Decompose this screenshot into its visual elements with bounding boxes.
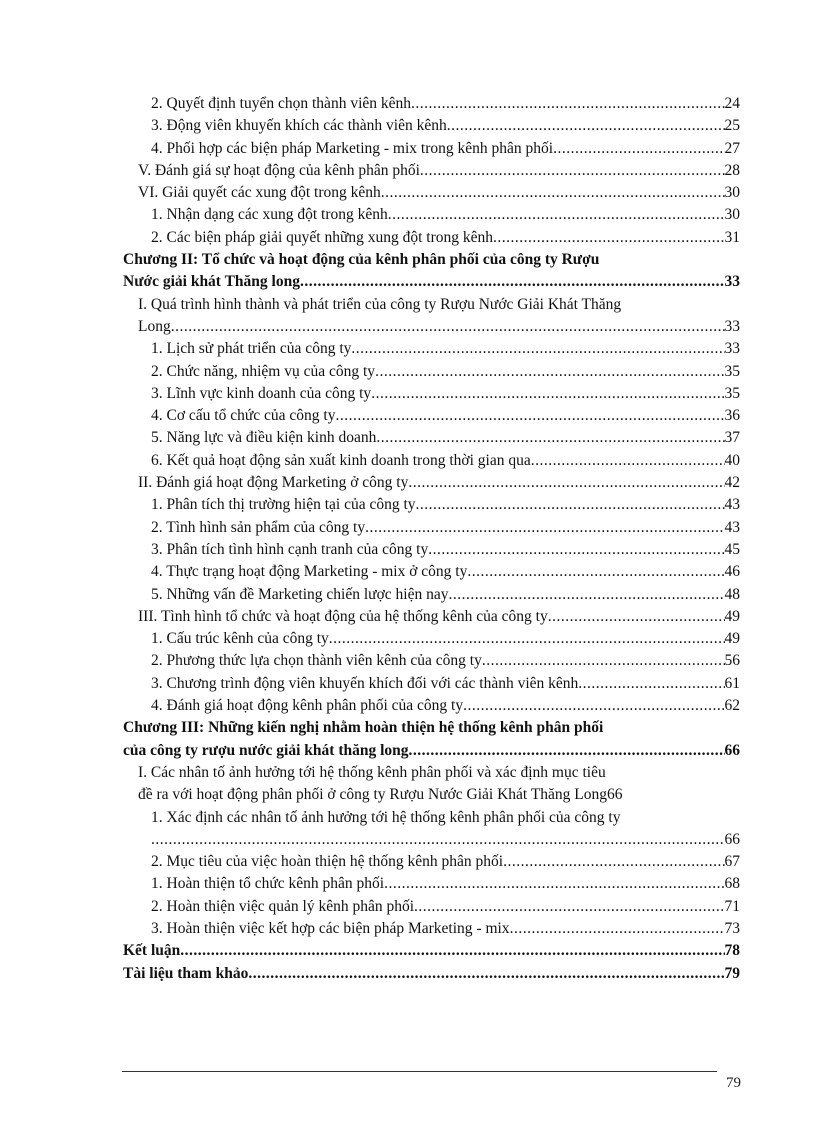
toc-page-number: 27 <box>724 139 740 157</box>
table-of-contents <box>123 93 740 985</box>
toc-entry[interactable] <box>123 561 740 583</box>
toc-page-number: 71 <box>724 897 740 915</box>
toc-leader-dots <box>503 851 724 873</box>
toc-leader-dots <box>414 896 724 918</box>
toc-entry[interactable] <box>123 182 740 204</box>
toc-page-number: 43 <box>724 518 740 536</box>
toc-page-number: 73 <box>724 919 740 937</box>
toc-page-number: 33 <box>724 317 740 335</box>
toc-page-number: 66 <box>724 830 740 848</box>
toc-leader-dots <box>248 963 724 985</box>
toc-leader-dots <box>448 584 724 606</box>
toc-entry[interactable] <box>123 695 740 717</box>
toc-page-number: 62 <box>724 697 740 715</box>
toc-entry[interactable] <box>123 271 740 293</box>
toc-leader-dots <box>411 93 724 115</box>
toc-entry-title: 4. Thực trạng hoạt động Marketing - mix ở công ty <box>151 563 468 581</box>
toc-leader-dots <box>371 383 724 405</box>
toc-page-number: 42 <box>724 474 740 492</box>
footer-rule <box>122 1071 717 1072</box>
toc-entry-title: VI. Giải quyết các xung đột trong kênh <box>138 184 381 202</box>
toc-page-number: 33 <box>724 273 740 291</box>
toc-entry-title: Tài liệu tham khảo <box>123 964 249 982</box>
toc-leader-dots <box>416 494 725 516</box>
toc-entry[interactable] <box>123 494 740 516</box>
toc-entry-title: 3. Động viên khuyến khích các thành viên kênh <box>151 117 447 135</box>
toc-entry[interactable] <box>123 361 740 383</box>
toc-entry[interactable] <box>123 517 740 539</box>
toc-entry-title: 2. Các biện pháp giải quyết những xung đột trong kênh <box>151 228 494 246</box>
toc-entry-line <box>123 717 740 739</box>
toc-entry[interactable] <box>123 650 740 672</box>
toc-entry[interactable] <box>123 227 740 249</box>
toc-page-number: 49 <box>724 607 740 625</box>
toc-entry[interactable] <box>123 740 740 762</box>
toc-entry-title: 3. Hoàn thiện việc kết hợp các biện pháp Marketing - mix <box>151 919 510 937</box>
toc-leader-dots <box>531 450 725 472</box>
toc-entry-title: I. Quá trình hình thành và phát triển của công ty Rượu Nước Giải Khát Thăng <box>138 295 622 313</box>
toc-leader-dots <box>420 160 725 182</box>
toc-entry-title-cont: Nước giải khát Thăng long <box>123 273 300 291</box>
toc-leader-dots <box>388 204 725 226</box>
toc-entry[interactable] <box>123 539 740 561</box>
toc-page-number: 48 <box>724 585 740 603</box>
toc-entry-title: 4. Cơ cấu tổ chức của công ty <box>151 407 336 425</box>
toc-entry[interactable] <box>123 93 740 115</box>
toc-entry[interactable] <box>123 963 740 985</box>
toc-entry-title: 1. Nhận dạng các xung đột trong kênh <box>151 206 388 224</box>
toc-leader-dots <box>381 182 725 204</box>
toc-entry-title-cont: đề ra với hoạt động phân phối ở công ty Rượu Nước Giải Khát Thăng Long <box>138 786 608 804</box>
toc-entry-title: 4. Đánh giá hoạt động kênh phân phối của công ty <box>151 697 464 715</box>
toc-leader-dots <box>335 405 724 427</box>
toc-entry[interactable] <box>123 784 740 806</box>
toc-entry-title: Chương II: Tổ chức và hoạt động của kênh phân phối của công ty Rượu <box>123 251 600 269</box>
toc-entry-title: 2. Hoàn thiện việc quản lý kênh phân phối <box>151 897 415 915</box>
toc-leader-dots <box>463 695 724 717</box>
toc-page-number: 35 <box>724 362 740 380</box>
toc-page-number: 40 <box>724 451 740 469</box>
toc-entry-title: 1. Phân tích thị trường hiện tại của công ty <box>151 496 416 514</box>
toc-page-number: 78 <box>724 942 740 960</box>
toc-page-number: 56 <box>724 652 740 670</box>
toc-entry-title: 3. Chương trình động viên khuyến khích đối với các thành viên kênh <box>151 674 579 692</box>
toc-leader-dots <box>493 227 724 249</box>
toc-page-number: 30 <box>724 184 740 202</box>
toc-entry[interactable] <box>123 316 740 338</box>
toc-entry-title-cont: Long <box>138 317 171 335</box>
toc-entry-title: 2. Quyết định tuyển chọn thành viên kênh <box>151 95 412 112</box>
toc-page-number: 36 <box>724 407 740 425</box>
toc-entry-title: 1. Hoàn thiện tổ chức kênh phân phối <box>151 875 385 893</box>
toc-page-number: 28 <box>724 161 740 179</box>
toc-entry[interactable] <box>123 427 740 449</box>
toc-leader-dots <box>151 829 725 851</box>
toc-page-number: 66 <box>607 786 623 804</box>
toc-entry[interactable] <box>123 673 740 695</box>
toc-entry-title: Kết luận <box>123 942 181 960</box>
toc-leader-dots <box>467 561 724 583</box>
toc-entry-title: 3. Phân tích tình hình cạnh tranh của công ty <box>151 540 429 558</box>
toc-entry[interactable] <box>123 405 740 427</box>
toc-leader-dots <box>351 338 724 360</box>
toc-leader-dots <box>365 517 724 539</box>
toc-entry-title: III. Tình hình tổ chức và hoạt động của hệ thống kênh của công ty <box>138 607 548 625</box>
toc-leader-dots <box>548 606 725 628</box>
toc-page-number: 61 <box>724 674 740 692</box>
toc-entry[interactable] <box>123 873 740 895</box>
toc-leader-dots <box>375 361 724 383</box>
toc-entry-title-cont: của công ty rượu nước giải khát thăng long <box>123 741 409 759</box>
toc-page-number: 68 <box>724 875 740 893</box>
toc-entry[interactable] <box>123 383 740 405</box>
toc-entry-title: 1. Lịch sử phát triển của công ty <box>151 340 352 358</box>
toc-entry-title: 2. Chức năng, nhiệm vụ của công ty <box>151 362 376 380</box>
toc-entry-title: 2. Mục tiêu của việc hoàn thiện hệ thống kênh phân phối <box>151 853 504 871</box>
toc-entry-title: 4. Phối hợp các biện pháp Marketing - mix trong kênh phân phối <box>151 139 554 157</box>
toc-entry[interactable] <box>123 204 740 226</box>
toc-leader-dots <box>300 271 725 293</box>
toc-entry-title: 5. Những vấn đề Marketing chiến lược hiện nay <box>151 585 449 603</box>
toc-leader-dots <box>510 918 725 940</box>
toc-entry[interactable] <box>123 160 740 182</box>
toc-entry-title: 2. Tình hình sản phẩm của công ty <box>151 518 366 536</box>
toc-entry[interactable] <box>123 851 740 873</box>
toc-page-number: 43 <box>724 496 740 514</box>
toc-leader-dots <box>553 138 724 160</box>
toc-entry-line <box>123 294 740 316</box>
toc-entry[interactable] <box>123 829 740 851</box>
toc-entry[interactable] <box>123 138 740 160</box>
toc-entry-title: Chương III: Những kiến nghị nhằm hoàn thiện hệ thống kênh phân phối <box>123 719 604 737</box>
toc-page-number: 45 <box>724 540 740 558</box>
toc-entry[interactable] <box>123 940 740 962</box>
toc-page-number: 37 <box>724 429 740 447</box>
toc-page-number: 49 <box>724 630 740 648</box>
toc-page-number: 66 <box>724 741 740 759</box>
toc-entry[interactable] <box>123 628 740 650</box>
toc-leader-dots <box>447 115 725 137</box>
toc-page-number: 24 <box>724 95 740 112</box>
toc-entry[interactable] <box>123 896 740 918</box>
toc-entry-title: 1. Xác định các nhân tố ảnh hưởng tới hệ thống kênh phân phối của công ty <box>151 808 621 826</box>
toc-page-number: 25 <box>724 117 740 135</box>
toc-entry-title: II. Đánh giá hoạt động Marketing ở công ty <box>138 474 409 492</box>
toc-entry-line <box>123 249 740 271</box>
toc-leader-dots <box>329 628 725 650</box>
toc-entry-title: 1. Cấu trúc kênh của công ty <box>151 630 329 648</box>
toc-entry[interactable] <box>123 584 740 606</box>
toc-page-number: 31 <box>724 228 740 246</box>
toc-entry-line <box>123 762 740 784</box>
toc-leader-dots <box>180 940 724 962</box>
toc-leader-dots <box>428 539 724 561</box>
toc-page-number: 79 <box>724 964 740 982</box>
toc-page-number: 35 <box>724 384 740 402</box>
toc-entry-title: 2. Phương thức lựa chọn thành viên kênh của công ty <box>151 652 482 670</box>
toc-entry[interactable] <box>123 918 740 940</box>
toc-entry[interactable] <box>123 338 740 360</box>
toc-entry[interactable] <box>123 115 740 137</box>
toc-entry-title: 5. Năng lực và điều kiện kinh doanh <box>151 429 377 447</box>
toc-page-number: 67 <box>724 853 740 871</box>
toc-page-number: 33 <box>724 340 740 358</box>
toc-entry[interactable] <box>123 450 740 472</box>
page-number: 79 <box>726 1075 741 1091</box>
toc-entry-title: I. Các nhân tố ảnh hưởng tới hệ thống kênh phân phối và xác định mục tiêu <box>138 763 606 781</box>
toc-leader-dots <box>408 472 724 494</box>
toc-entry-title: V. Đánh giá sự hoạt động của kênh phân phối <box>138 161 420 179</box>
toc-entry-title: 3. Lĩnh vực kinh doanh của công ty <box>151 384 372 402</box>
toc-leader-dots <box>482 650 725 672</box>
toc-entry-line <box>123 807 740 829</box>
toc-leader-dots <box>578 673 724 695</box>
toc-leader-dots <box>376 427 724 449</box>
toc-leader-dots <box>409 740 725 762</box>
toc-leader-dots <box>171 316 725 338</box>
toc-page-number: 30 <box>724 206 740 224</box>
toc-entry-title: 6. Kết quả hoạt động sản xuất kinh doanh trong thời gian qua <box>151 451 531 469</box>
toc-page-number: 46 <box>724 563 740 581</box>
toc-entry[interactable] <box>123 472 740 494</box>
toc-leader-dots <box>384 873 724 895</box>
toc-entry[interactable] <box>123 606 740 628</box>
